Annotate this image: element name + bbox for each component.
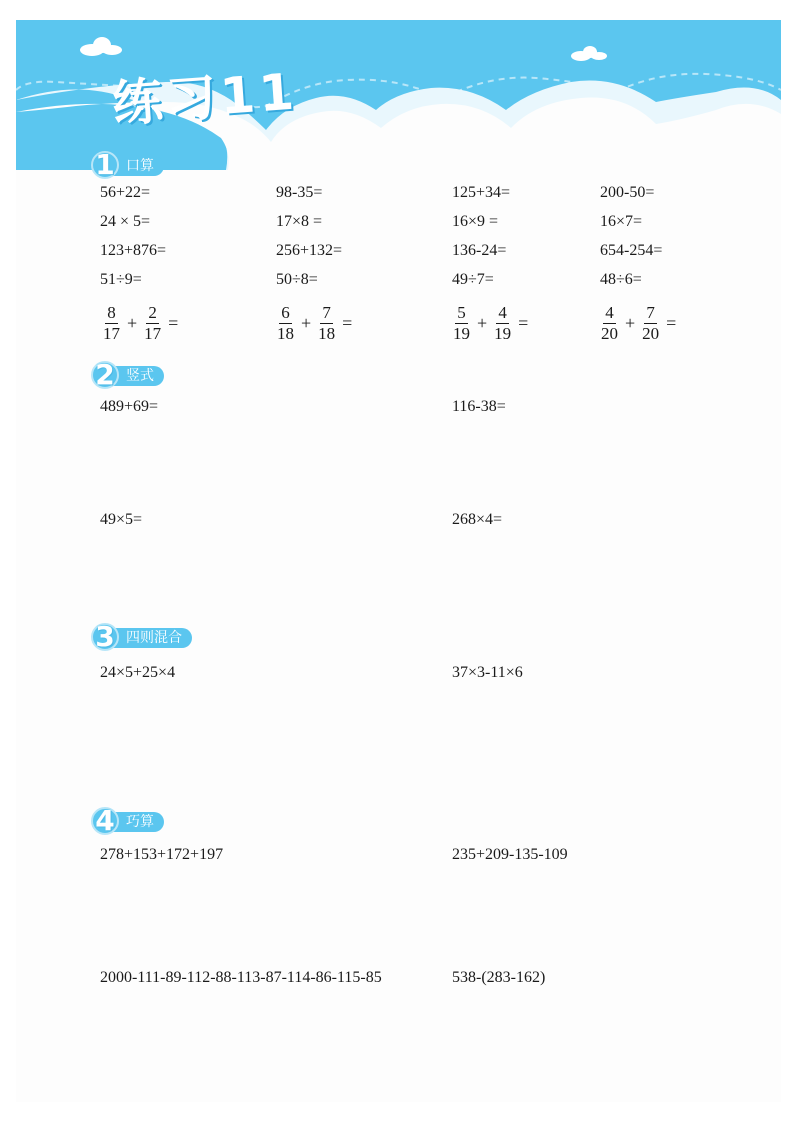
oral-problem: 17×8 =: [276, 213, 323, 230]
oral-problem: 24 × 5=: [100, 213, 151, 230]
equals-sign: =: [168, 313, 179, 333]
plus-sign: +: [477, 313, 488, 333]
fraction-denominator: 20: [642, 324, 660, 343]
page-header: [16, 20, 781, 170]
oral-problem: 49÷7=: [452, 271, 494, 288]
fraction-problem: [450, 303, 532, 344]
oral-problem: 50÷8=: [276, 271, 318, 288]
fraction-denominator: 17: [144, 324, 162, 343]
equals-sign: =: [518, 313, 529, 333]
clever-problem: 235+209-135-109: [452, 846, 568, 863]
oral-problem: 16×7=: [600, 213, 643, 230]
oral-problem: 48÷6=: [600, 271, 642, 288]
equals-sign: =: [342, 313, 353, 333]
section-1-number: 1: [95, 148, 115, 181]
plus-sign: +: [127, 313, 138, 333]
fraction-numerator: 7: [646, 303, 655, 322]
section-1-label: 口算: [112, 156, 164, 176]
fraction-denominator: 17: [103, 324, 120, 343]
fraction-denominator: 19: [453, 324, 470, 343]
section-2-number: 2: [95, 358, 115, 391]
fraction-denominator: 19: [494, 324, 512, 343]
oral-problem: 136-24=: [452, 242, 507, 259]
fraction-denominator: 20: [601, 324, 618, 343]
fraction-numerator: 8: [107, 303, 116, 322]
fraction-problem: [598, 303, 680, 344]
equals-sign: =: [666, 313, 677, 333]
section-4-number: 4: [95, 804, 115, 837]
worksheet-page: [16, 20, 781, 1102]
oral-problem: 200-50=: [600, 184, 655, 201]
vertical-problem: 268×4=: [452, 511, 503, 528]
oral-problem: 51÷9=: [100, 271, 142, 288]
oral-problem: 654-254=: [600, 242, 663, 259]
fraction-denominator: 18: [277, 324, 294, 343]
clever-problem: 2000-111-89-112-88-113-87-114-86-115-85: [100, 969, 382, 986]
clever-problem: 278+153+172+197: [100, 846, 224, 863]
plus-sign: +: [625, 313, 636, 333]
oral-problem: 123+876=: [100, 242, 167, 259]
oral-problem: 98-35=: [276, 184, 323, 201]
vertical-problem: 116-38=: [452, 398, 506, 415]
vertical-problem: 489+69=: [100, 398, 159, 415]
fraction-numerator: 7: [322, 303, 331, 322]
mixed-problem: 37×3-11×6: [452, 664, 523, 681]
clever-problem: 538-(283-162): [452, 969, 546, 986]
oral-problem: 56+22=: [100, 184, 151, 201]
fraction-numerator: 2: [148, 303, 157, 322]
fraction-denominator: 18: [318, 324, 336, 343]
plus-sign: +: [301, 313, 312, 333]
fraction-numerator: 4: [498, 303, 507, 322]
section-3-label: 四则混合: [112, 628, 192, 648]
mixed-problem: 24×5+25×4: [100, 664, 176, 681]
section-2-label: 竖式: [112, 366, 164, 386]
fraction-numerator: 5: [457, 303, 466, 322]
oral-problem: 16×9 =: [452, 213, 499, 230]
fraction-numerator: 4: [605, 303, 614, 322]
vertical-problem: 49×5=: [100, 511, 143, 528]
fraction-problem: [100, 303, 182, 344]
oral-problem: 125+34=: [452, 184, 511, 201]
oral-problem: 256+132=: [276, 242, 343, 259]
page-title: 练习11: [110, 62, 300, 134]
section-3-number: 3: [95, 620, 115, 653]
section-4-label: 巧算: [112, 812, 164, 832]
fraction-numerator: 6: [281, 303, 290, 322]
fraction-problem: [274, 303, 356, 344]
